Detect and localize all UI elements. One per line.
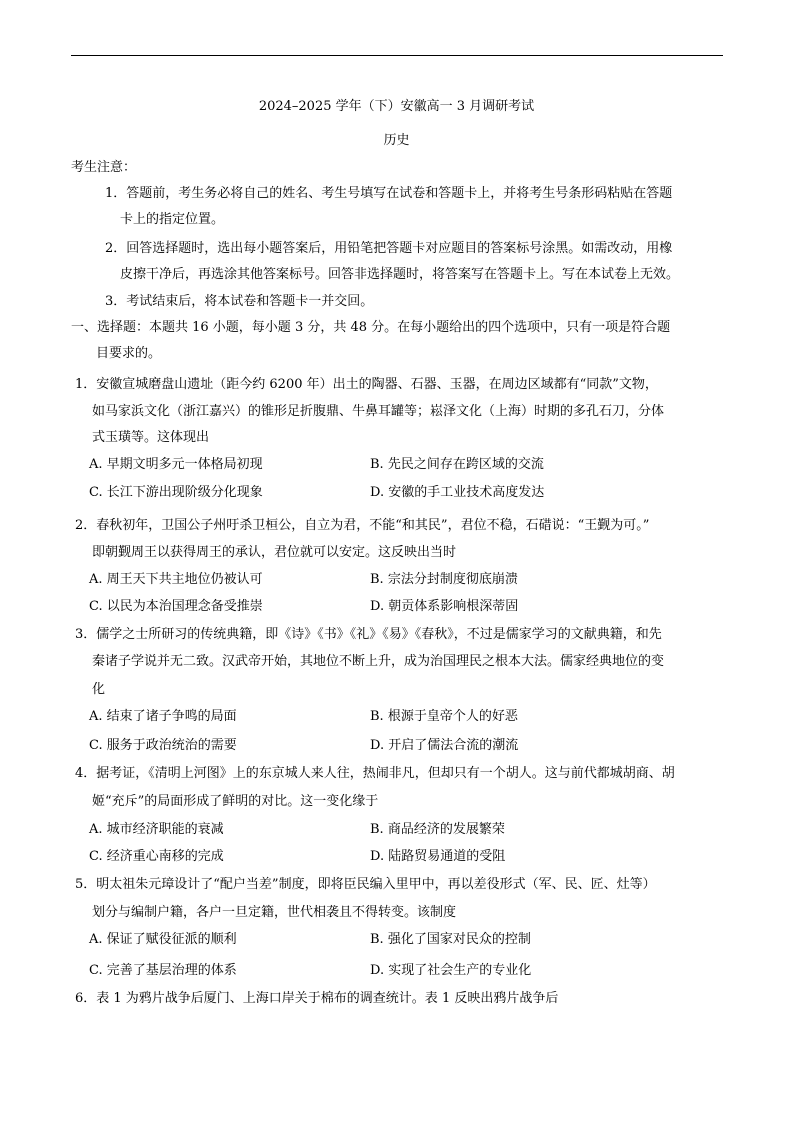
question-5-line-2: 划分与编制户籍，各户一旦定籍，世代相袭且不得转变。该制度	[92, 905, 457, 920]
notice-item-1-line-2: 卡上的指定位置。	[120, 212, 225, 227]
notice-heading: 考生注意：	[71, 160, 137, 175]
notice-item-2-line-1: 2．回答选择题时，选出每小题答案后，用铅笔把答题卡对应题目的答案标号涂黑。如需改动，用橡	[105, 241, 673, 256]
question-2-option-d[interactable]: D. 朝贡体系影响根深蒂固	[370, 599, 519, 614]
question-1-option-b[interactable]: B. 先民之间存在跨区域的交流	[370, 457, 544, 472]
question-2-line-2: 即朝觐周王以获得周王的承认，君位就可以安定。这反映出当时	[92, 545, 457, 560]
question-3-option-d[interactable]: D. 开启了儒法合流的潮流	[370, 738, 519, 753]
top-rule	[71, 55, 723, 56]
question-2-line-1: 2．春秋初年，卫国公子州吁杀卫桓公，自立为君，不能“和其民”，君位不稳，石碏说：“王觐为可。”	[75, 518, 650, 533]
question-3-line-3: 化	[92, 682, 106, 697]
question-3-option-c[interactable]: C. 服务于政治统治的需要	[89, 738, 237, 753]
question-4-option-b[interactable]: B. 商品经济的发展繁荣	[370, 822, 505, 837]
question-1-line-2: 如马家浜文化（浙江嘉兴）的锥形足折腹鼎、牛鼻耳罐等；崧泽文化（上海）时期的多孔石刀，分体	[92, 404, 665, 419]
question-3-line-2: 秦诸子学说并无二致。汉武帝开始，其地位不断上升，成为治国理民之根本大法。儒家经典地位的变	[92, 654, 665, 669]
question-1-option-d[interactable]: D. 安徽的手工业技术高度发达	[370, 485, 545, 500]
question-4-option-a[interactable]: A. 城市经济职能的衰减	[89, 822, 224, 837]
subject-title: 历史	[383, 133, 410, 148]
question-4-line-2: 姬“充斥”的局面形成了鲜明的对比。这一变化缘于	[92, 794, 379, 809]
question-3-line-1: 3．儒学之士所研习的传统典籍，即《诗》《书》《礼》《易》《春秋》，不过是儒家学习的文献典籍，和先	[75, 627, 662, 642]
question-2-option-a[interactable]: A. 周王天下共主地位仍被认可	[89, 572, 263, 587]
question-3-option-b[interactable]: B. 根源于皇帝个人的好恶	[370, 709, 518, 724]
question-2-option-b[interactable]: B. 宗法分封制度彻底崩溃	[370, 572, 518, 587]
question-1-line-1: 1．安徽宣城磨盘山遗址（距今约 6200 年）出土的陶器、石器、玉器，在周边区域都有“同款”文物，	[75, 377, 658, 392]
question-5-option-a[interactable]: A. 保证了赋役征派的顺利	[89, 932, 237, 947]
exam-title: 2024–2025 学年（下）安徽高一 3 月调研考试	[258, 99, 535, 114]
question-5-option-d[interactable]: D. 实现了社会生产的专业化	[370, 963, 532, 978]
question-6-line-1: 6．表 1 为鸦片战争后厦门、上海口岸关于棉布的调查统计。表 1 反映出鸦片战争后	[75, 991, 559, 1006]
notice-item-2-line-2: 皮擦干净后，再选涂其他答案标号。回答非选择题时，将答案写在答题卡上。写在本试卷上无效。	[120, 267, 680, 282]
question-5-line-1: 5．明太祖朱元璋设计了“配户当差”制度，即将臣民编入里甲中，再以差役形式（军、民、匠、灶等）	[75, 877, 656, 892]
section-heading-line-2: 目要求的。	[96, 346, 162, 361]
section-heading-line-1: 一、选择题：本题共 16 小题，每小题 3 分，共 48 分。在每小题给出的四个选项中，只有一项是符合题	[71, 320, 671, 335]
question-5-option-b[interactable]: B. 强化了国家对民众的控制	[370, 932, 531, 947]
question-4-line-1: 4．据考证，《清明上河图》上的东京城人来人往，热闹非凡，但却只有一个胡人。这与前代都城胡商、胡	[75, 766, 675, 781]
notice-item-3-line-1: 3．考试结束后，将本试卷和答题卡一并交回。	[105, 294, 374, 309]
question-3-option-a[interactable]: A. 结束了诸子争鸣的局面	[89, 709, 237, 724]
question-4-option-d[interactable]: D. 陆路贸易通道的受阻	[370, 849, 506, 864]
question-1-option-a[interactable]: A. 早期文明多元一体格局初现	[89, 457, 263, 472]
question-4-option-c[interactable]: C. 经济重心南移的完成	[89, 849, 224, 864]
notice-item-1-line-1: 1．答题前，考生务必将自己的姓名、考生号填写在试卷和答题卡上，并将考生号条形码粘贴在答题	[105, 186, 673, 201]
question-1-option-c[interactable]: C. 长江下游出现阶级分化现象	[89, 485, 263, 500]
question-1-line-3: 式玉璜等。这体现出	[92, 430, 210, 445]
question-5-option-c[interactable]: C. 完善了基层治理的体系	[89, 963, 237, 978]
question-2-option-c[interactable]: C. 以民为本治国理念备受推崇	[89, 599, 263, 614]
